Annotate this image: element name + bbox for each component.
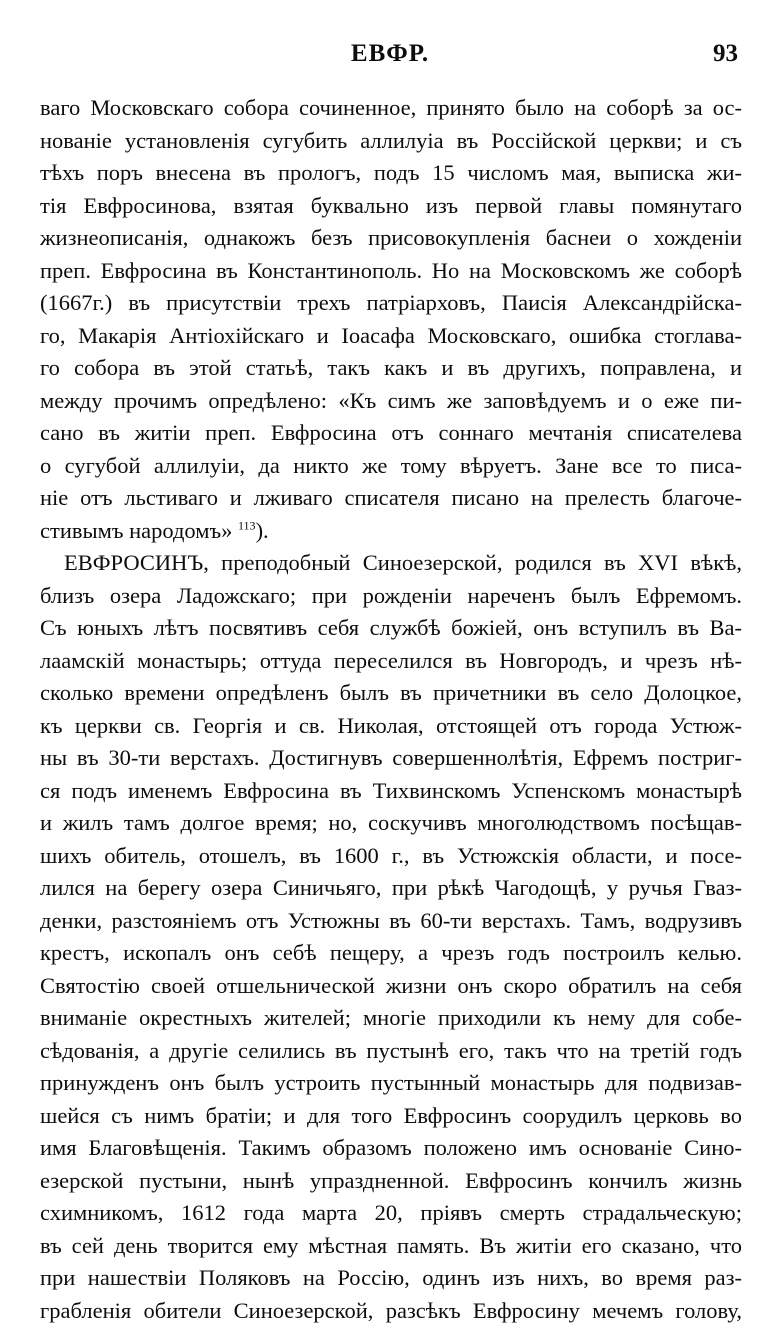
entry-first-line: ЕВФРОСИНЪ, преподобный Синоезерской, родился въ XVI вѣкѣ, <box>64 550 742 575</box>
text-line: къ церкви св. Георгія и св. Николая, отстоящей отъ города Устюж- <box>40 712 742 738</box>
text-line: грабленія обители Синоезерской, разсѣкъ Евфросину мечемъ голову, <box>40 1297 742 1323</box>
text-line: денки, разстояніемъ отъ Устюжны въ 60-ти верстахъ. Тамъ, водрузивъ <box>40 907 742 933</box>
text-line: сано въ житіи преп. Евфросина отъ соннаго мечтанія списателева <box>40 420 742 445</box>
text-line: схимникомъ, 1612 года марта 20, пріявъ смерть страдальческую; <box>40 1200 742 1225</box>
text-line: тія Евфросинова, взятая буквально изъ первой главы помянутаго <box>40 192 742 218</box>
text-line: го, Макарія Антіохійскаго и Іоасафа Московскаго, ошибка стоглава- <box>40 322 742 348</box>
text-line: Святостію своей отшельнической жизни онъ скоро обратилъ на себя <box>40 972 742 998</box>
text-line: шейся съ нимъ братіи; и для того Евфросинъ соорудилъ церковь во <box>40 1102 742 1128</box>
paragraph-efrosin <box>40 547 742 1331</box>
text-line: близъ озера Ладожскаго; при рожденіи нареченъ былъ Ефремомъ. <box>40 582 742 608</box>
line-end: ). <box>255 517 269 543</box>
text-line: ся подъ именемъ Евфросина въ Тихвинскомъ Успенскомъ монастырѣ <box>40 777 742 803</box>
text-line: лился на берегу озера Синичьяго, при рѣкѣ Чагодощѣ, у ручья Гваз- <box>40 875 742 900</box>
text-line: (1667г.) въ присутствіи трехъ патріарховъ, Паисія Александрійска- <box>40 290 742 315</box>
text-line: преп. Евфросина въ Константинополь. Но на Московскомъ же соборѣ <box>40 257 742 283</box>
footnote-marker: 113 <box>238 518 256 532</box>
text-line: имя Благовѣщенія. Такимъ образомъ положено имъ основаніе Сино- <box>40 1135 742 1160</box>
text-line: Съ юныхъ лѣтъ посвятивъ себя службѣ божіей, онъ вступилъ въ Ва- <box>40 615 742 640</box>
text-line: ніе отъ льстиваго и лживаго списателя писано на прелесть благоче- <box>40 485 742 510</box>
text-line: ваго Московскаго собора сочиненное, принято было на соборѣ за ос- <box>40 95 742 120</box>
body-text <box>40 92 742 1331</box>
text-line: между прочимъ опредѣлено: «Къ симъ же заповѣдуемъ и о еже пи- <box>40 387 742 413</box>
text-line: вниманіе окрестныхъ жителей; многіе приходили къ нему для собе- <box>40 1005 742 1030</box>
text-line: нованіе установленія сугубить аллилуіа въ Россійской церкви; и съ <box>40 127 742 153</box>
line-text: стивымъ народомъ» <box>40 517 238 543</box>
text-line: крестъ, ископалъ онъ себѣ пещеру, а чрезъ годъ построилъ келью. <box>40 940 742 965</box>
text-line: принужденъ онъ былъ устроить пустынный монастырь для подвизав- <box>40 1070 742 1095</box>
text-line: лаамскій монастырь; оттуда переселился въ Новгородъ, и чрезъ нѣ- <box>40 647 742 673</box>
text-line: ны въ 30-ти верстахъ. Достигнувъ совершеннолѣтія, Ефремъ постриг- <box>40 745 742 770</box>
text-line: сколько времени опредѣленъ былъ въ причетники въ село Долоцкое, <box>40 680 742 705</box>
running-head: ЕВФР. <box>350 40 430 67</box>
text-line: сѣдованія, а другіе селились въ пустынѣ его, такъ что на третій годъ <box>40 1037 742 1063</box>
text-line: го собора въ этой статьѣ, такъ какъ и въ другихъ, поправлена, и <box>40 355 742 380</box>
text-line: при нашествіи Поляковъ на Россію, одинъ изъ нихъ, во время раз- <box>40 1265 742 1290</box>
page-number: 93 <box>713 40 738 67</box>
text-line: о сугубой аллилуіи, да никто же тому вѣруетъ. Зане все то писа- <box>40 452 742 478</box>
paragraph-continuation <box>40 92 742 547</box>
text-line-last <box>40 515 742 548</box>
text-line: въ сей день творится ему мѣстная память. Въ житіи его сказано, что <box>40 1232 742 1258</box>
text-line: езерской пустыни, нынѣ упраздненной. Евфросинъ кончилъ жизнь <box>40 1167 742 1193</box>
text-line: тѣхъ поръ внесена въ прологъ, подъ 15 числомъ мая, выписка жи- <box>40 160 742 185</box>
page-header <box>40 40 740 72</box>
text-line: шихъ обитель, отошелъ, въ 1600 г., въ Устюжскія области, и посе- <box>40 842 742 868</box>
text-line: и жилъ тамъ долгое время; но, соскучивъ многолюдствомъ посѣщав- <box>40 810 742 835</box>
text-line: жизнеописанія, однакожъ безъ присовокупленія баснеи о хожденіи <box>40 225 742 250</box>
